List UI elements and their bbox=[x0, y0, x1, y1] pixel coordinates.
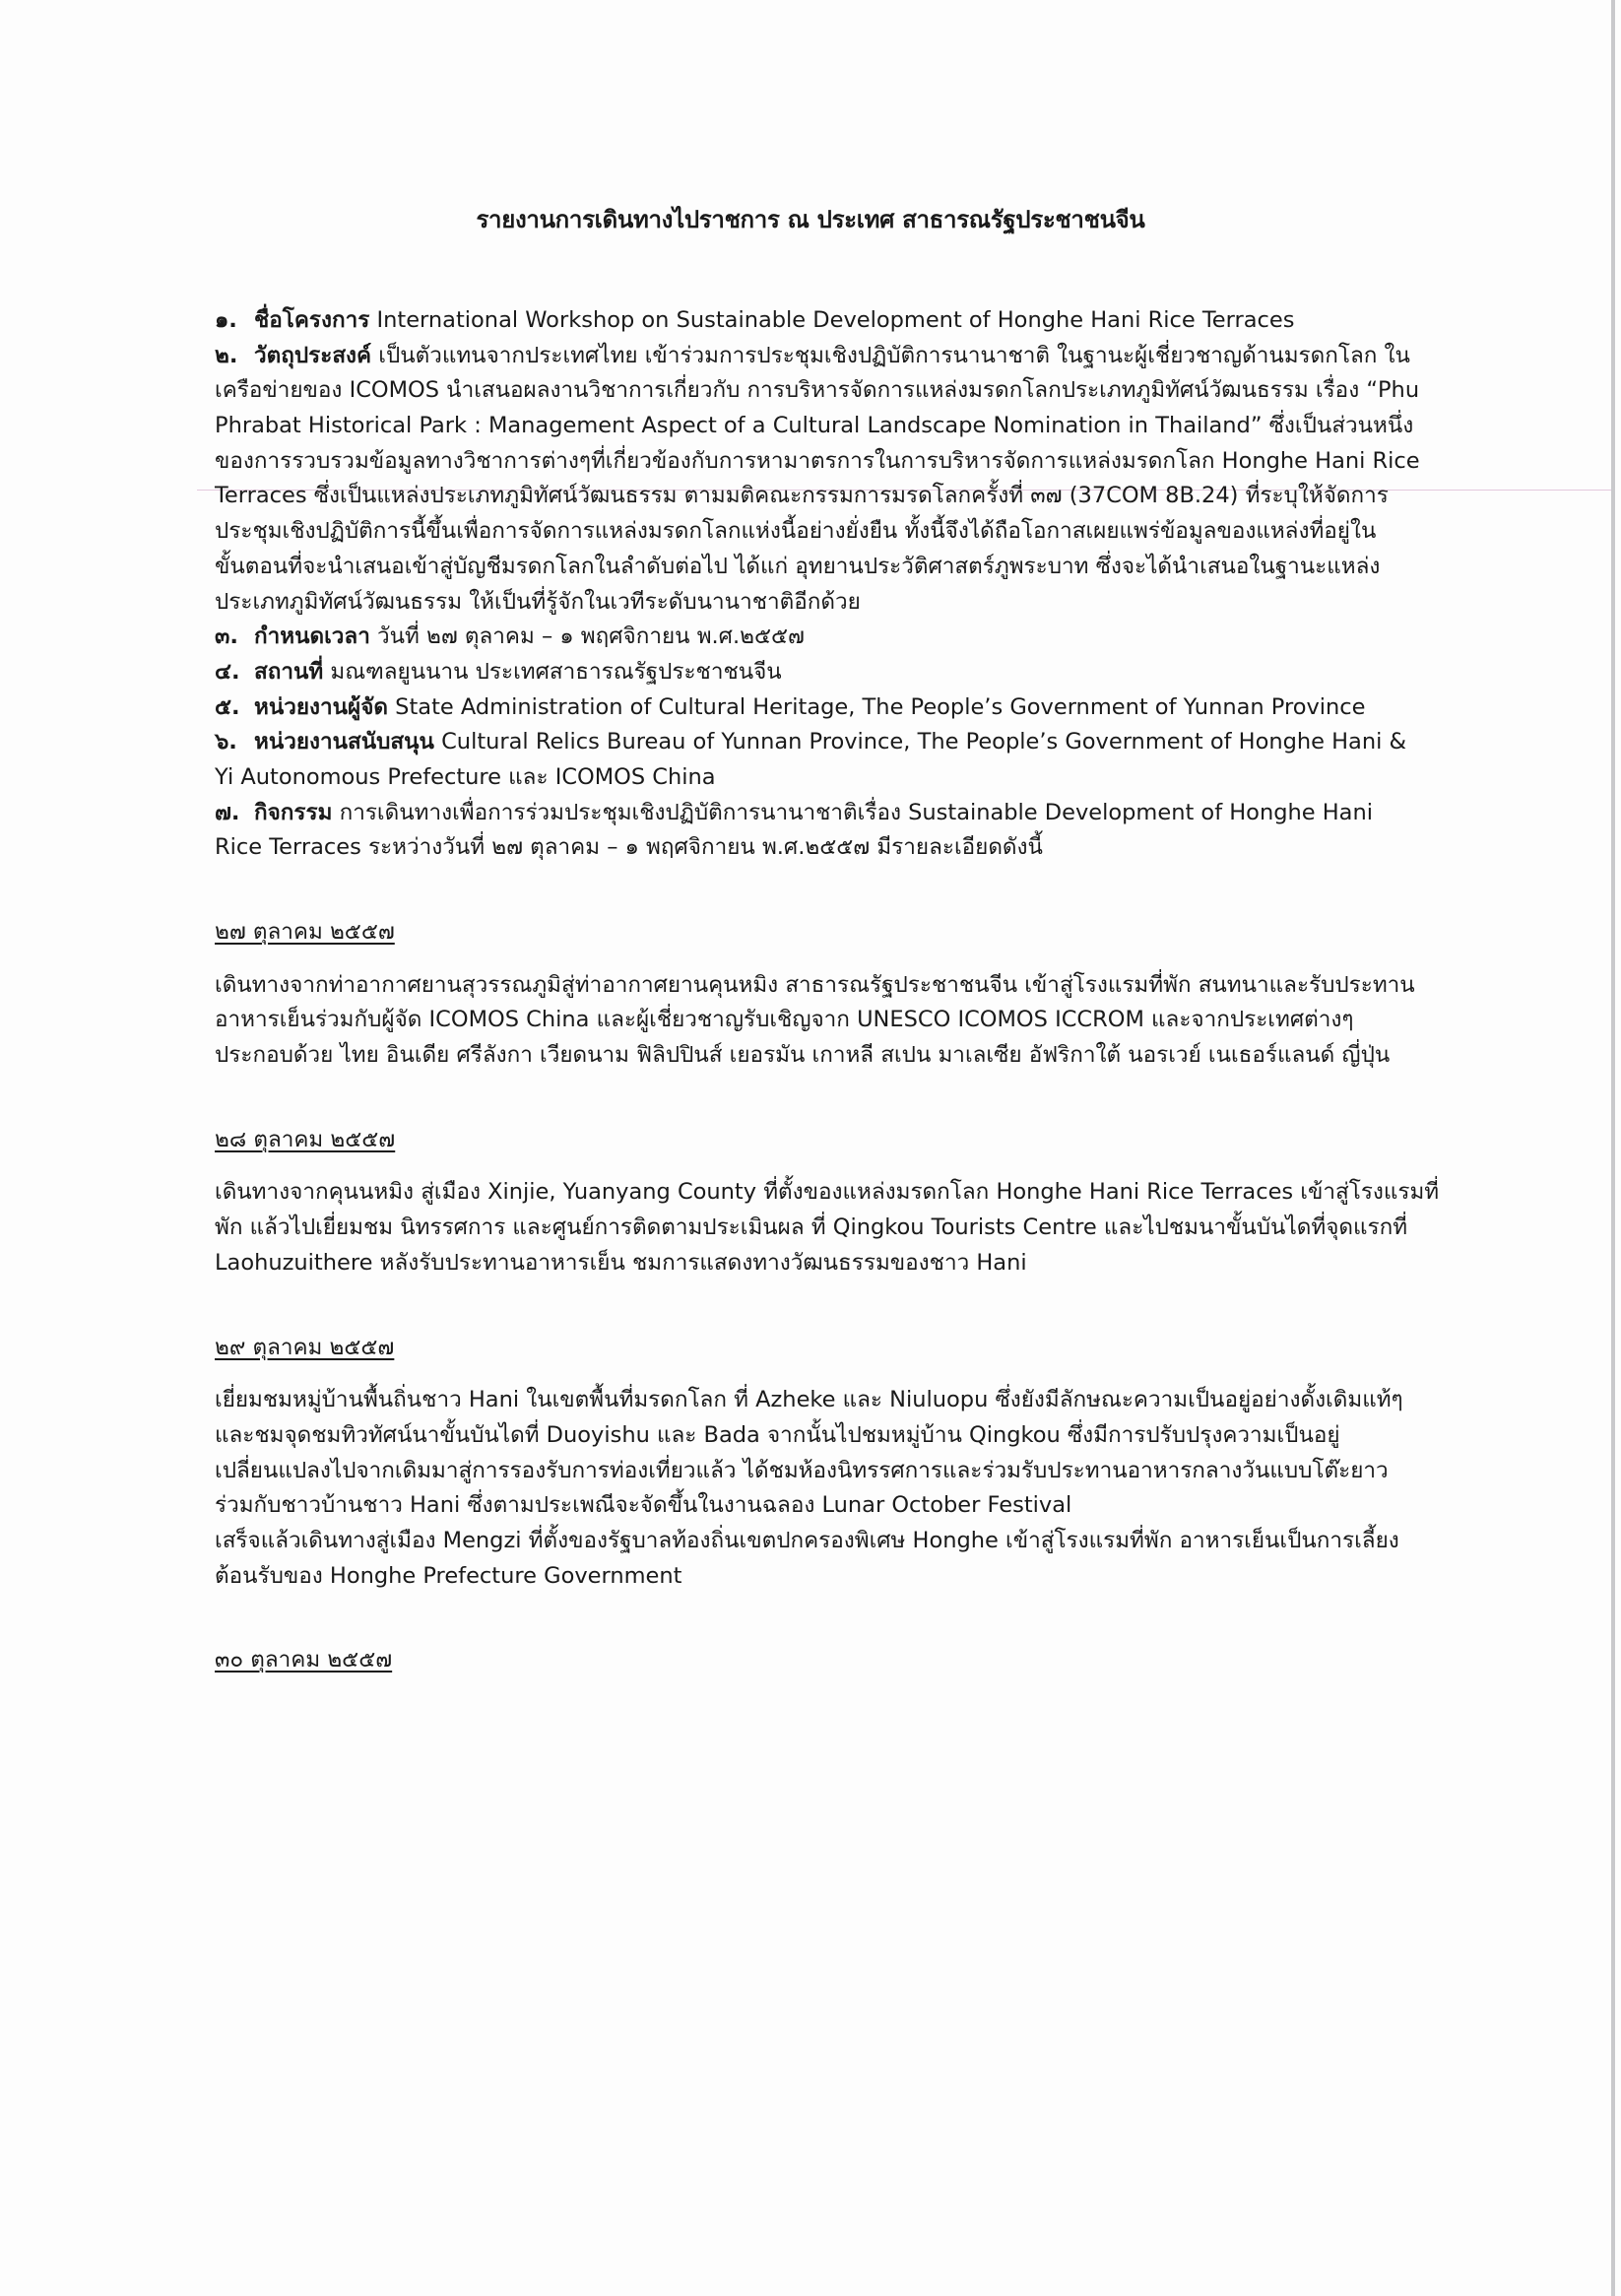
item-text: Cultural Relics Bureau of Yunnan Province, The People’s Government of Honghe Hani & bbox=[441, 729, 1407, 755]
item-text-line bbox=[215, 550, 1495, 585]
item-label: หน่วยงานสนับสนุน bbox=[254, 729, 434, 755]
day-date-heading: ๒๙ ตุลาคม ๒๕๕๗ bbox=[215, 1334, 395, 1360]
day-heading-line bbox=[215, 915, 1495, 951]
item-text: ประชุมเชิงปฏิบัติการนี้ขึ้นเพื่อการจัดการแหล่งมรดกโลกแห่งนี้อย่างยั่งยืน ทั้งนี้จึงได้ถือโอกาสเผยแพร่ข้อมูลของแหล่งที่อยู่ใน bbox=[215, 518, 1377, 545]
numbered-item bbox=[215, 303, 1495, 339]
item-text: เครือข่ายของ ICOMOS นำเสนอผลงานวิชาการเกี่ยวกับ การบริหารจัดการแหล่งมรดกโลกประเภทภูมิทัศน์วัฒนธรรม เรื่อง “Phu bbox=[215, 377, 1420, 404]
day-text-line: เดินทางจากคุนนหมิง สู่เมือง Xinjie, Yuanyang County ที่ตั้งของแหล่งมรดกโลก Honghe Hani Rice Terraces เข้าสู่โรงแรมที่ bbox=[215, 1179, 1440, 1206]
item-text-line bbox=[215, 620, 1495, 655]
item-text-line bbox=[215, 690, 1495, 726]
item-text-line bbox=[215, 760, 1495, 796]
item-text: เป็นตัวแทนจากประเทศไทย เข้าร่วมการประชุมเชิงปฏิบัติการนานาชาติ ในฐานะผู้เชี่ยวชาญด้านมรดกโลก ใน bbox=[378, 342, 1410, 368]
heading-spacer bbox=[215, 1365, 1495, 1383]
section-gap bbox=[215, 866, 1495, 915]
day-text-line: เยี่ยมชมหมู่บ้านพื้นถิ่นชาว Hani ในเขตพื้นที่มรดกโลก ที่ Azheke และ Niuluopu ซึ่งยังมีลักษณะความเป็นอยู่อย่างดั้งเดิมแท้ๆ bbox=[215, 1387, 1403, 1413]
item-number: ๓. bbox=[215, 623, 238, 650]
item-text: ขั้นตอนที่จะนำเสนอเข้าสู่บัญชีมรดกโลกในลำดับต่อไป ได้แก่ อุทยานประวัติศาสตร์ภูพระบาท ซึ่งจะได้นำเสนอในฐานะแหล่ง bbox=[215, 553, 1381, 579]
day-date-heading: ๒๗ ตุลาคม ๒๕๕๗ bbox=[215, 919, 395, 945]
day-heading-line bbox=[215, 1643, 1495, 1678]
item-text-line bbox=[215, 585, 1495, 621]
day-text-line: เดินทางจากท่าอากาศยานสุวรรณภูมิสู่ท่าอากาศยานคุนหมิง สาธารณรัฐประชาชนจีน เข้าสู่โรงแรมที่พัก สนทนาและรับประทาน bbox=[215, 971, 1415, 998]
day-text-line: อาหารเย็นร่วมกับผู้จัด ICOMOS China และผู้เชี่ยวชาญรับเชิญจาก UNESCO ICOMOS ICCROM และจากประเทศต่างๆ bbox=[215, 1007, 1354, 1033]
item-text-line bbox=[215, 339, 1495, 374]
item-text-line bbox=[215, 303, 1495, 339]
item-label: กิจกรรม bbox=[254, 799, 333, 825]
report-body bbox=[215, 303, 1495, 1696]
day-text-line: เปลี่ยนแปลงไปจากเดิมมาสู่การรองรับการท่องเที่ยวแล้ว ได้ชมห้องนิทรรศการและร่วมรับประทานอาหารกลางวันแบบโต๊ะยาว bbox=[215, 1457, 1389, 1483]
item-label: ชื่อโครงการ bbox=[254, 307, 370, 333]
item-text: State Administration of Cultural Heritage, The People’s Government of Yunnan Province bbox=[395, 693, 1366, 720]
item-text: Phrabat Historical Park : Management Aspect of a Cultural Landscape Nomination in Thailand” ซึ่งเป็นส่วนหนึ่ง bbox=[215, 413, 1414, 439]
section-gap bbox=[215, 1074, 1495, 1123]
item-text-line bbox=[215, 479, 1495, 514]
day-date-heading: ๓๐ ตุลาคม ๒๕๕๗ bbox=[215, 1647, 393, 1673]
day-text-line: ร่วมกับชาวบ้านชาว Hani ซึ่งตามประเพณีจะจัดขึ้นในงานฉลอง Lunar October Festival bbox=[215, 1492, 1072, 1519]
numbered-item bbox=[215, 655, 1495, 690]
day-text-line: พัก แล้วไปเยี่ยมชม นิทรรศการ และศูนย์การติดตามประเมินผล ที่ Qingkou Tourists Centre และไปชมนาขั้นบันไดที่จุดแรกที่ bbox=[215, 1214, 1408, 1241]
heading-spacer bbox=[215, 1157, 1495, 1175]
item-text: International Workshop on Sustainable Development of Honghe Hani Rice Terraces bbox=[376, 307, 1295, 333]
day-heading-line bbox=[215, 1123, 1495, 1158]
item-number: ๔. bbox=[215, 658, 240, 685]
item-text: Terraces ซึ่งเป็นแหล่งประเภทภูมิทัศน์วัฒนธรรม ตามมติคณะกรรมการมรดโลกครั้งที่ ๓๗ (37COM 8B.24) ที่ระบุให้จัดการ bbox=[215, 483, 1389, 509]
heading-spacer bbox=[215, 1678, 1495, 1696]
day-text-line: และชมจุดชมทิวทัศน์นาขั้นบันไดที่ Duoyishu และ Bada จากนั้นไปชมหมู่บ้าน Qingkou ซึ่งมีการปรับปรุงความเป็นอยู่ bbox=[215, 1421, 1340, 1448]
day-text-line: Laohuzuithere หลังรับประทานอาหารเย็น ชมการแสดงทางวัฒนธรรมของชาว Hani bbox=[215, 1249, 1027, 1276]
item-text: มณฑลยูนนาน ประเทศสาธารณรัฐประชาชนจีน bbox=[330, 658, 782, 685]
item-text: วันที่ ๒๗ ตุลาคม – ๑ พฤศจิกายน พ.ศ.๒๕๕๗ bbox=[377, 623, 805, 650]
item-text-line bbox=[215, 373, 1495, 409]
numbered-item bbox=[215, 339, 1495, 621]
item-number: ๑. bbox=[215, 307, 237, 333]
item-label: วัตถุประสงค์ bbox=[254, 342, 372, 368]
section-gap bbox=[215, 1594, 1495, 1643]
item-text-line bbox=[215, 409, 1495, 444]
item-text-line bbox=[215, 514, 1495, 550]
numbered-item bbox=[215, 796, 1495, 866]
item-text-line bbox=[215, 725, 1495, 760]
item-label: กำหนดเวลา bbox=[254, 623, 370, 650]
item-text-line bbox=[215, 796, 1495, 831]
day-heading-line bbox=[215, 1331, 1495, 1366]
item-number: ๗. bbox=[215, 799, 240, 825]
item-number: ๕. bbox=[215, 693, 240, 720]
item-text-line bbox=[215, 444, 1495, 480]
item-label: สถานที่ bbox=[254, 658, 324, 685]
item-number: ๖. bbox=[215, 729, 237, 755]
day-text-line: ประกอบด้วย ไทย อินเดีย ศรีลังกา เวียดนาม ฟิลิปปินส์ เยอรมัน เกาหลี สเปน มาเลเซีย อัฟริกาใต้ นอรเวย์ เนเธอร์แลนด์ ญี่ปุ่น bbox=[215, 1042, 1391, 1069]
numbered-items bbox=[215, 303, 1495, 866]
item-text: ของการรวบรวมข้อมูลทางวิชาการต่างๆที่เกี่ยวข้องกับการหามาตรการในการบริหารจัดการแหล่งมรดกโลก Honghe Hani Rice bbox=[215, 447, 1420, 474]
numbered-item bbox=[215, 725, 1495, 795]
item-text: ประเภทภูมิทัศน์วัฒนธรรม ให้เป็นที่รู้จักในเวทีระดับนานาชาติอีกด้วย bbox=[215, 588, 861, 615]
item-text: Yi Autonomous Prefecture และ ICOMOS China bbox=[215, 763, 716, 790]
day-text-line: ต้อนรับของ Honghe Prefecture Government bbox=[215, 1562, 682, 1589]
numbered-item bbox=[215, 690, 1495, 726]
heading-spacer bbox=[215, 951, 1495, 968]
item-text: การเดินทางเพื่อการร่วมประชุมเชิงปฏิบัติการนานาชาติเรื่อง Sustainable Development of Honghe Hani bbox=[339, 799, 1373, 825]
day-text-line: เสร็จแล้วเดินทางสู่เมือง Mengzi ที่ตั้งของรัฐบาลท้องถิ่นเขตปกครองพิเศษ Honghe เข้าสู่โรงแรมที่พัก อาหารเย็นเป็นการเลี้ยง bbox=[215, 1527, 1399, 1553]
item-text-line bbox=[215, 655, 1495, 690]
section-gap bbox=[215, 1281, 1495, 1331]
daily-schedule bbox=[215, 866, 1495, 1696]
report-title: รายงานการเดินทางไปราชการ ณ ประเทศ สาธารณรัฐประชาชนจีน bbox=[476, 206, 1145, 233]
numbered-item bbox=[215, 620, 1495, 655]
item-text-line bbox=[215, 830, 1495, 866]
day-date-heading: ๒๘ ตุลาคม ๒๕๕๗ bbox=[215, 1126, 396, 1152]
item-label: หน่วยงานผู้จัด bbox=[254, 693, 389, 720]
scan-edge-shadow bbox=[1611, 0, 1615, 2296]
item-number: ๒. bbox=[215, 342, 238, 368]
item-text: Rice Terraces ระหว่างวันที่ ๒๗ ตุลาคม – ๑ พฤศจิกายน พ.ศ.๒๕๕๗ มีรายละเอียดดังนี้ bbox=[215, 834, 1043, 861]
